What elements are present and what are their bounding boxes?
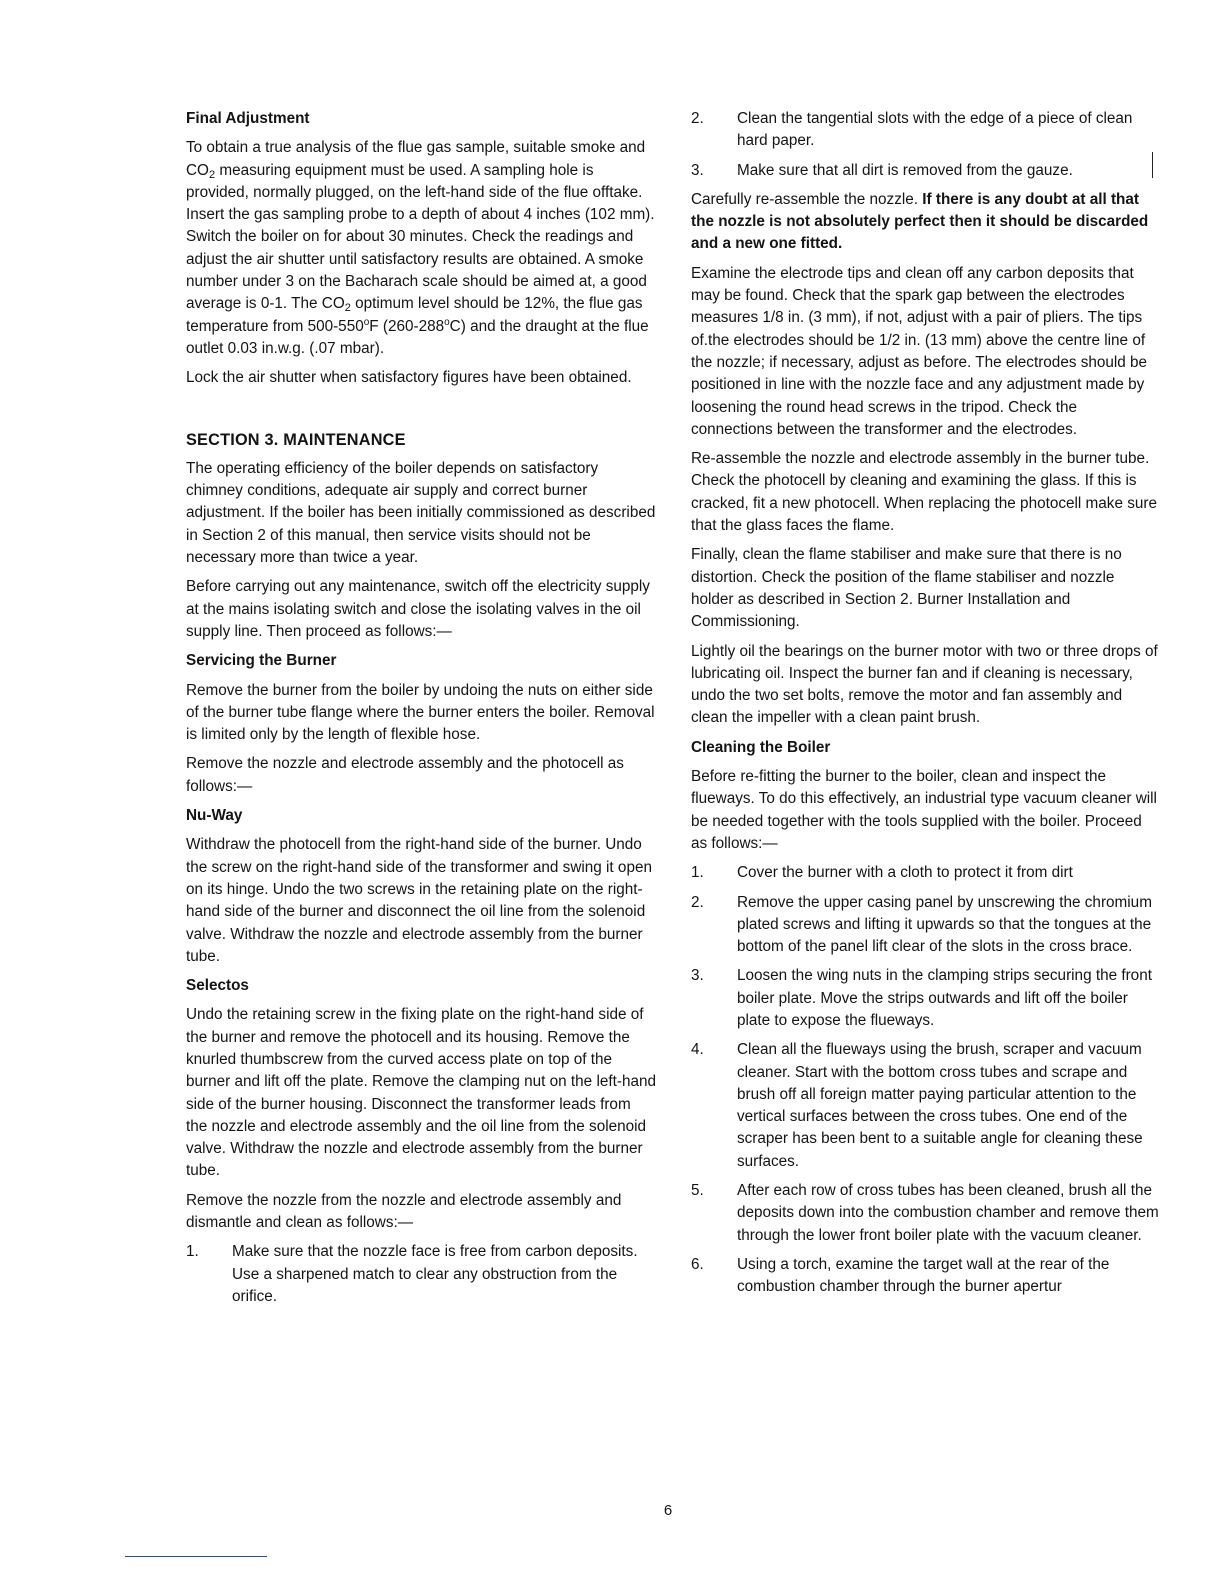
list-item	[691, 965, 1161, 1032]
cleaning-intro-paragraph: Before re-fitting the burner to the boiler, clean and inspect the flueways. To do this effectively, an industrial type vacuum cleaner will be needed together with the tools supplied with the boiler. Proceed as follows:—	[691, 768, 1157, 852]
list-number: 2.	[691, 893, 704, 911]
list-item	[691, 108, 1161, 153]
maintenance-paragraph: Before carrying out any maintenance, switch off the electricity supply at the mains isolating switch and close the isolating valves in the oil supply line. Then proceed as follows:—	[186, 578, 650, 640]
list-item	[691, 160, 1161, 182]
list-text: Cover the burner with a cloth to protect it from dirt	[737, 864, 1073, 882]
nuway-heading: Nu-Way	[186, 807, 243, 825]
electrodes-paragraph: Examine the electrode tips and clean off any carbon deposits that may be found. Check that the spark gap between the electrodes measures 1/8 in. (3 mm), if not, adjust with a pair of pliers. The tips of.the electrodes should be 1/2 in. (13 mm) above the centre line of the nozzle; if necessary, adjust as before. The electrodes should be positioned in line with the nozzle face and any adjustment made by loosening the round head screws in the tripod. Check the connections between the transformer and the electrodes.	[691, 264, 1148, 438]
list-number: 1.	[186, 1243, 199, 1261]
left-column	[186, 108, 656, 1315]
co2-subscript: 2	[344, 302, 351, 315]
list-text: Clean the tangential slots with the edge of a piece of clean hard paper.	[737, 110, 1133, 150]
degree-symbol: o	[363, 316, 370, 328]
list-text: Using a torch, examine the target wall at the rear of the combustion chamber through the burner apertur	[737, 1255, 1110, 1296]
final-adjustment-paragraph: To obtain a true analysis of the flue gas sample, suitable smoke and $CO_2$ measuring equipment must be used. A sampling hole is provided, normally plugged, on the left-hand side of the flue offtake. Insert the gas sampling probe to a depth of about 4 inches (102 mm). Switch the boiler on for about 30 minutes. Check the readings and adjust the air shutter until satisfactory results are obtained. A smoke number under 3 on the Bacharach scale should be aimed at, a good average is 0-1. The $CO_2$ optimum level should be 12%, the flue gas temperature from 500-550$^o$F (260-288$^o$C) and the draught at the flue outlet 0.03 in.w.g. (.07 mbar).	[186, 139, 655, 357]
list-item	[691, 1180, 1161, 1247]
reassemble-paragraph: Carefully re-assemble the nozzle. If there is any doubt at all that the nozzle is not absolutely perfect then it should be discarded and a new one fitted.	[691, 190, 1149, 253]
list-number: 6.	[691, 1255, 704, 1273]
selectos-paragraph: Undo the retaining screw in the fixing plate on the right-hand side of the burner and remove the photocell and its housing. Remove the knurled thumbscrew from the curved access plate on top of the burner and lift off the plate. Remove the clamping nut on the left-hand side of the burner housing. Disconnect the transformer leads from the nozzle and electrode assembly and the oil line from the solenoid valve. Withdraw the nozzle and electrode assembly from the burner tube.	[186, 1006, 656, 1180]
list-item	[186, 1241, 656, 1308]
lock-air-shutter-paragraph: Lock the air shutter when satisfactory figures have been obtained.	[186, 369, 632, 387]
servicing-paragraph: Remove the burner from the boiler by undoing the nuts on either side of the burner tube flange where the burner enters the boiler. Removal is limited only by the length of flexible hose.	[186, 681, 655, 744]
list-number: 2.	[691, 110, 704, 127]
list-number: 3.	[691, 967, 704, 985]
stabiliser-paragraph: Finally, clean the flame stabiliser and make sure that there is no distortion. Check the position of the flame stabiliser and nozzle holder as described in Section 2. Burner Installation and Commissioning.	[691, 546, 1122, 631]
servicing-burner-heading: Servicing the Burner	[186, 652, 337, 670]
list-text: After each row of cross tubes has been cleaned, brush all the deposits down into the combustion chamber and remove them through the lower front boiler plate with the vacuum cleaner.	[737, 1182, 1159, 1244]
right-column	[691, 108, 1161, 1306]
list-text: Clean all the flueways using the brush, scraper and vacuum cleaner. Start with the bottom cross tubes and scrape and brush off all foreign matter paying particular attention to the vertical surfaces between the cross tubes. One end of the scraper has been bent to a suitable angle for cleaning these surfaces.	[737, 1041, 1143, 1170]
page-number: 6	[663, 1502, 673, 1519]
selectos-heading: Selectos	[186, 977, 249, 995]
list-item	[691, 1039, 1161, 1173]
list-number: 3.	[691, 161, 704, 179]
cleaning-boiler-heading: Cleaning the Boiler	[691, 738, 831, 756]
list-item	[691, 892, 1161, 959]
scan-mark	[1152, 152, 1153, 178]
warning-text: If there is any doubt at all that the nozzle is not absolutely perfect then it should be discarded and a new one fitted.	[691, 190, 1149, 253]
maintenance-section-title: SECTION 3. MAINTENANCE	[186, 430, 406, 449]
list-number: 4.	[691, 1041, 704, 1059]
maintenance-paragraph: The operating efficiency of the boiler depends on satisfactory chimney conditions, adequate air supply and correct burner adjustment. If the boiler has been initially commissioned as described in Section 2 of this manual, then service visits should not be necessary more than twice a year.	[186, 459, 656, 567]
nuway-paragraph: Withdraw the photocell from the right-hand side of the burner. Undo the screw on the right-hand side of the transformer and swing it open on its hinge. Undo the two screws in the retaining plate on the right-hand side of the burner and disconnect the oil line from the solenoid valve. Withdraw the nozzle and electrode assembly from the burner tube.	[186, 836, 652, 965]
photocell-paragraph: Re-assemble the nozzle and electrode assembly in the burner tube. Check the photocell by cleaning and examining the glass. If this is cracked, fit a new photocell. When replacing the photocell make sure that the glass faces the flame.	[691, 450, 1157, 535]
list-number: 1.	[691, 864, 704, 882]
list-text: Loosen the wing nuts in the clamping strips securing the front boiler plate. Move the strips outwards and lift off the boiler plate to expose the flueways.	[737, 967, 1152, 1029]
list-text: Make sure that all dirt is removed from the gauze.	[737, 161, 1073, 179]
list-item	[691, 1254, 1161, 1299]
servicing-paragraph: Remove the nozzle and electrode assembly and the photocell as follows:—	[186, 755, 624, 795]
list-number: 5.	[691, 1182, 704, 1200]
bearings-paragraph: Lightly oil the bearings on the burner motor with two or three drops of lubricating oil. Inspect the burner fan and if cleaning is necessary, undo the two set bolts, remove the motor and fan assembly and clean the impeller with a clean paint brush.	[691, 642, 1158, 727]
footnote-rule	[125, 1556, 267, 1557]
degree-symbol: o	[444, 316, 450, 328]
nozzle-intro-paragraph: Remove the nozzle from the nozzle and electrode assembly and dismantle and clean as follows:—	[186, 1191, 622, 1232]
final-adjustment-heading: Final Adjustment	[186, 110, 310, 127]
list-text: Remove the upper casing panel by unscrewing the chromium plated screws and lifting it upwards so that the tongues at the bottom of the panel lift clear of the slots in the cross brace.	[737, 893, 1152, 956]
list-item	[691, 862, 1161, 884]
list-text: Make sure that the nozzle face is free from carbon deposits. Use a sharpened match to clear any obstruction from the orifice.	[232, 1243, 638, 1305]
co2-subscript: 2	[208, 168, 216, 181]
